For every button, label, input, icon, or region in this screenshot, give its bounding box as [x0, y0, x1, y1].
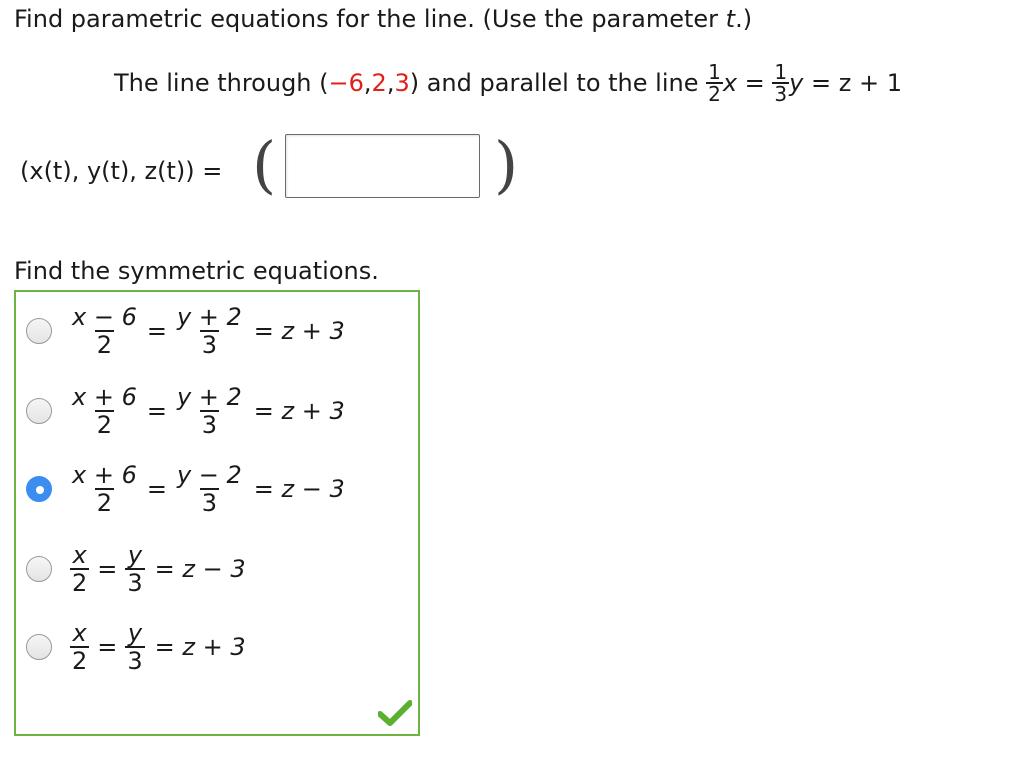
radio-option-2[interactable] — [26, 398, 52, 424]
frac-den: 2 — [708, 82, 721, 106]
frac-num: x — [72, 619, 87, 647]
comma: , — [363, 69, 372, 97]
prompt-text: Find parametric equations for the line. (Use the parameter — [14, 5, 726, 33]
var-x: x — [722, 69, 738, 97]
equals-sign: = — [146, 475, 167, 503]
parametric-label: (x(t), y(t), z(t)) = — [20, 157, 223, 185]
fraction — [70, 384, 139, 438]
option-rhs: = z + 3 — [253, 317, 345, 345]
equals-sign: = — [146, 317, 167, 345]
fraction — [70, 304, 139, 358]
line-text-mid: ) and parallel to the line — [409, 69, 707, 97]
frac-num: 1 — [708, 60, 721, 84]
frac-num: x + 6 — [72, 383, 137, 411]
frac-den: 3 — [201, 411, 218, 439]
equals-sign: = — [97, 633, 118, 661]
fraction-one-half — [706, 62, 723, 104]
equals-sign: = — [146, 397, 167, 425]
fraction — [70, 462, 139, 516]
option-rhs: = z + 3 — [154, 633, 246, 661]
option-3[interactable] — [26, 462, 345, 516]
parametric-input[interactable] — [285, 134, 480, 198]
frac-den: 3 — [201, 331, 218, 359]
option-1-expression — [70, 304, 345, 358]
fraction — [175, 304, 244, 358]
comma: , — [386, 69, 395, 97]
line-rhs: = z + 1 — [803, 69, 902, 97]
line-text-start: The line through ( — [114, 69, 329, 97]
frac-num: 1 — [774, 60, 788, 84]
fraction — [70, 542, 89, 596]
frac-num: y — [127, 619, 143, 647]
point-z: 3 — [394, 69, 410, 97]
equals-sign: = — [97, 555, 118, 583]
fraction — [125, 542, 144, 596]
parameter-variable: t — [725, 5, 736, 33]
option-2[interactable] — [26, 384, 345, 438]
frac-den: 3 — [127, 647, 143, 675]
radio-option-5[interactable] — [26, 634, 52, 660]
option-rhs: = z − 3 — [253, 475, 345, 503]
frac-num: y − 2 — [176, 461, 242, 489]
question-prompt — [14, 4, 752, 34]
frac-den: 2 — [96, 489, 113, 517]
option-rhs: = z − 3 — [154, 555, 246, 583]
right-paren: ) — [494, 128, 519, 201]
checkmark-icon — [378, 700, 412, 730]
frac-num: y + 2 — [176, 383, 242, 411]
fraction — [175, 384, 244, 438]
symmetric-title: Find the symmetric equations. — [14, 257, 379, 285]
frac-num: x + 6 — [72, 461, 137, 489]
radio-option-4[interactable] — [26, 556, 52, 582]
frac-den: 3 — [774, 82, 788, 106]
frac-num: y — [127, 541, 143, 569]
equals-sign: = — [737, 69, 773, 97]
frac-den: 3 — [127, 569, 143, 597]
fraction-one-third — [772, 62, 789, 104]
fraction — [70, 620, 89, 674]
frac-num: y + 2 — [176, 303, 242, 331]
option-4-expression — [70, 542, 246, 596]
prompt-end: .) — [735, 5, 753, 33]
frac-num: x — [72, 541, 87, 569]
option-5-expression — [70, 620, 246, 674]
var-y: y — [789, 69, 804, 97]
radio-option-1[interactable] — [26, 318, 52, 344]
option-2-expression — [70, 384, 345, 438]
line-statement — [114, 62, 902, 104]
left-paren: ( — [252, 128, 277, 201]
frac-den: 2 — [96, 331, 113, 359]
option-1[interactable] — [26, 304, 345, 358]
frac-den: 2 — [96, 411, 113, 439]
point-x: −6 — [328, 69, 364, 97]
frac-num: x − 6 — [72, 303, 137, 331]
option-3-expression — [70, 462, 345, 516]
option-4[interactable] — [26, 542, 246, 596]
frac-den: 3 — [201, 489, 218, 517]
frac-den: 2 — [72, 569, 88, 597]
option-rhs: = z + 3 — [253, 397, 345, 425]
point-y: 2 — [371, 69, 387, 97]
fraction — [175, 462, 244, 516]
frac-den: 2 — [72, 647, 88, 675]
fraction — [125, 620, 144, 674]
option-5[interactable] — [26, 620, 246, 674]
radio-option-3-selected[interactable] — [26, 476, 52, 502]
